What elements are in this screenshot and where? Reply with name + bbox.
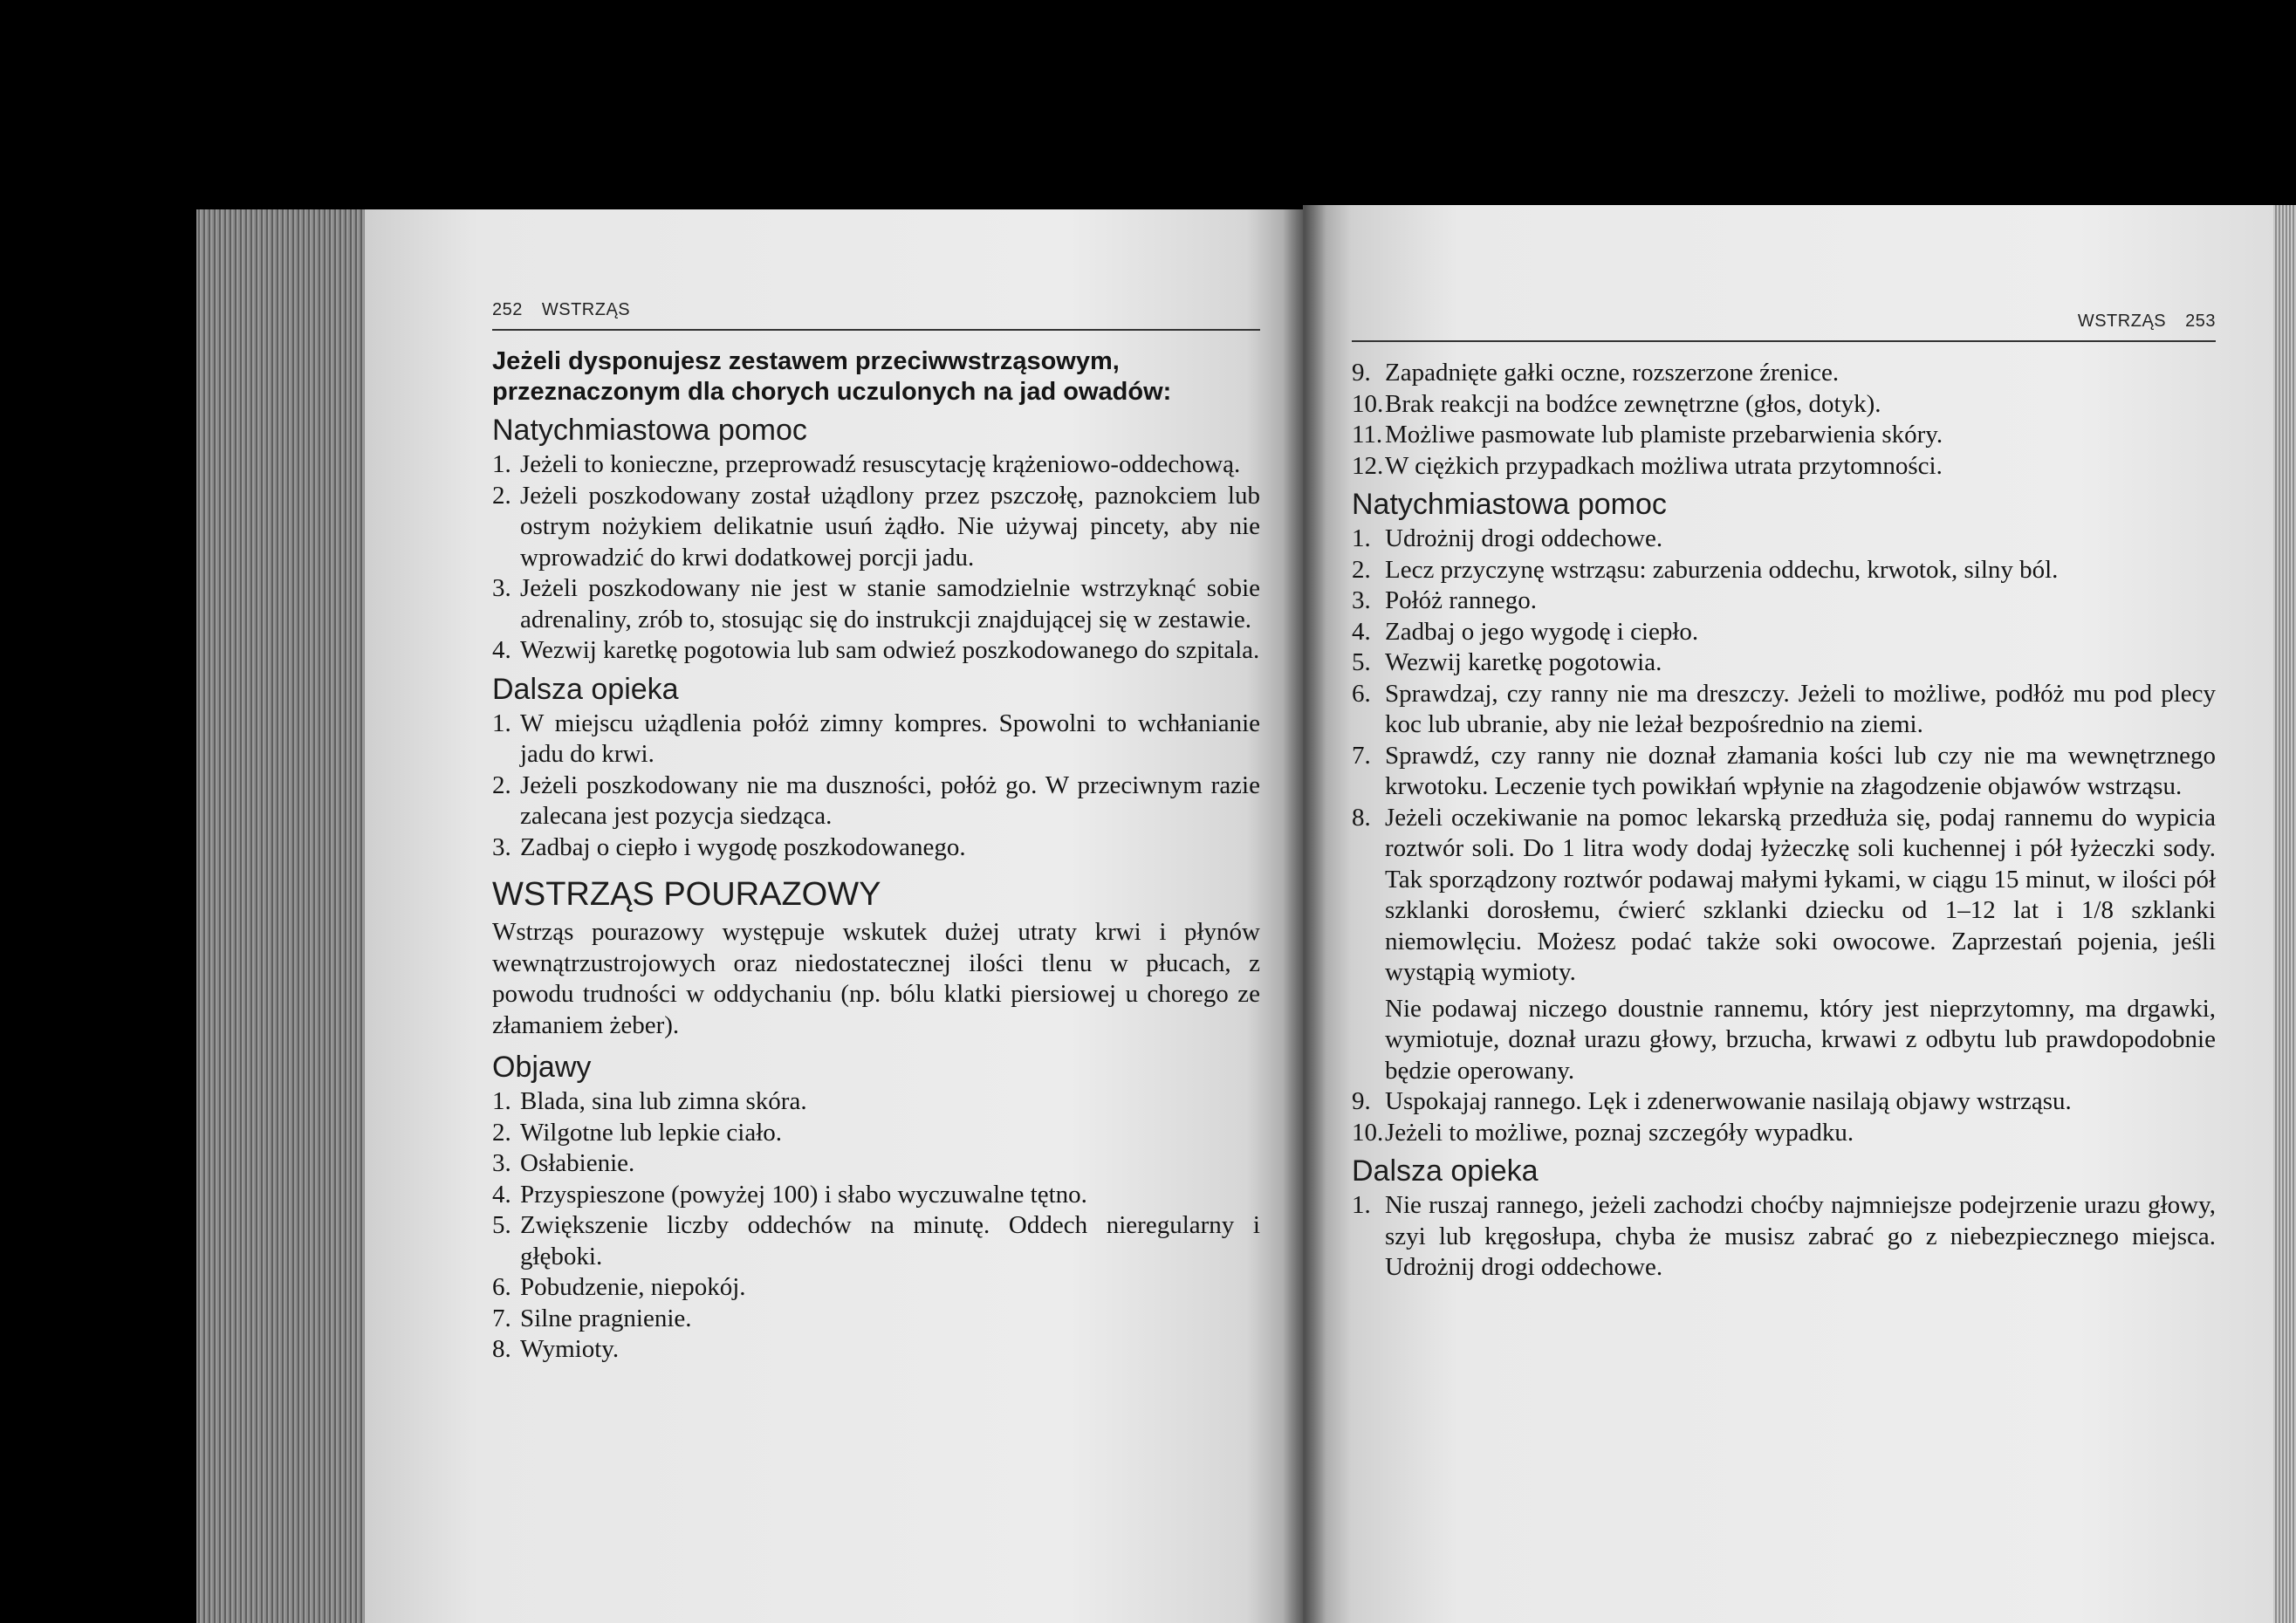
list-item: 6. Pobudzenie, niepokój. (492, 1273, 746, 1301)
list-item: 7. Silne pragnienie. (492, 1304, 692, 1332)
section-heading-further-care-shock: Dalsza opieka (1352, 1154, 1539, 1188)
right-page-number: 253 (2185, 312, 2216, 331)
chapter-body-paragraph: Wstrząs pourazowy występuje wskutek dużej utraty krwi i płynów wewnątrzustrojowych oraz niedostatecznej ilości tlenu w płucach, z powodu trudności w oddychaniu (np. bólu klatki piersiowej u chorego ze złamaniem żeber). (492, 918, 1260, 1039)
list-item: 1. Nie ruszaj rannego, jeżeli zachodzi choćby najmniejsze podejrzenie urazu głowy, szyi lub kręgosłupa, chyba że musisz zabrać go z niebezpiecznego miejsca. Udrożnij drogi oddechowe. (1352, 1191, 2216, 1281)
left-page (365, 209, 1303, 1623)
list-item: 3. Połóż rannego. (1352, 586, 1537, 614)
list-item: 1. W miejscu użądlenia połóż zimny kompres. Spowolni to wchłanianie jadu do krwi. (492, 709, 1260, 768)
first-aid-list (492, 449, 1260, 667)
list-item: 1. Udrożnij drogi oddechowe. (1352, 524, 1663, 552)
list-item: 10.Jeżeli to możliwe, poznaj szczegóły wypadku. (1352, 1118, 1854, 1147)
further-care-list (492, 709, 1260, 864)
right-page-content (1352, 312, 2216, 1289)
list-item: 6. Sprawdzaj, czy ranny nie ma dreszczy. Jeżeli to możliwe, podłóż mu pod plecy koc lub ubranie, aby nie leżał bezpośrednio na ziemi. (1352, 679, 2216, 738)
list-item: 4. Zadbaj o jego wygodę i ciepło. (1352, 617, 1699, 646)
page-edges-left (196, 209, 371, 1623)
list-item: 9. Zapadnięte gałki oczne, rozszerzone źrenice. (1352, 359, 1840, 387)
section-heading-symptoms: Objawy (492, 1051, 592, 1084)
shock-further-care-list (1352, 1190, 2216, 1284)
section-heading-first-aid-shock: Natychmiastowa pomoc (1352, 488, 1667, 521)
book-gutter-shadow (1283, 196, 1326, 1623)
list-item: 2. Wilgotne lub lepkie ciało. (492, 1118, 783, 1147)
left-running-title: WSTRZĄS (541, 300, 631, 319)
list-item: 1. Blada, sina lub zimna skóra. (492, 1087, 807, 1115)
list-item: 11.Możliwe pasmowate lub plamiste przebarwienia skóry. (1352, 421, 1943, 449)
right-page (1303, 205, 2273, 1623)
list-item: 8. Wymioty. (492, 1335, 620, 1363)
page-edges-right (2273, 205, 2296, 1623)
list-item: 2. Jeżeli poszkodowany został użądlony przez pszczołę, paznokciem lub ostrym nożykiem delikatnie usuń żądło. Nie używaj pincety, aby nie wprowadzić do krwi dodatkowej porcji jadu. (492, 481, 1260, 572)
section-heading-first-aid: Natychmiastowa pomoc (492, 414, 807, 447)
left-page-number: 252 (492, 300, 523, 319)
list-item: 10.Brak reakcji na bodźce zewnętrzne (głos, dotyk). (1352, 389, 1881, 418)
list-item: 12.W ciężkich przypadkach możliwa utrata przytomności. (1352, 451, 1943, 480)
symptoms-list-continued (1352, 358, 2216, 482)
list-item: 5. Wezwij karetkę pogotowia. (1352, 648, 1662, 676)
kit-lead-paragraph: Jeżeli dysponujesz zestawem przeciwwstrząsowym, przeznaczonym dla chorych uczulonych na jad owadów: (492, 347, 1172, 406)
right-running-title: WSTRZĄS (2077, 312, 2167, 331)
list-item: 3. Zadbaj o ciepło i wygodę poszkodowanego. (492, 832, 966, 861)
list-item: 3. Jeżeli poszkodowany nie jest w stanie samodzielnie wstrzyknąć sobie adrenaliny, zrób to, stosując się do instrukcji znajdującej się w zestawie. (492, 574, 1260, 633)
list-item: 5. Zwiększenie liczby oddechów na minutę. Oddech nieregularny i głęboki. (492, 1211, 1260, 1270)
list-item: 7. Sprawdź, czy ranny nie doznał złamania kości lub czy nie ma wewnętrznego krwotoku. Leczenie tych powikłań wpłynie na złagodzenie objawów wstrząsu. (1352, 741, 2216, 800)
right-running-head (1352, 312, 2216, 342)
symptoms-list (492, 1086, 1260, 1366)
shock-first-aid-list (1352, 524, 2216, 989)
shock-first-aid-list-cont (1352, 1086, 2216, 1148)
list-item: 4. Wezwij karetkę pogotowia lub sam odwieź poszkodowanego do szpitala. (492, 636, 1260, 664)
list-item: 8. Jeżeli oczekiwanie na pomoc lekarską przedłuża się, podaj rannemu do wypicia roztwór soli. Do 1 litra wody dodaj łyżeczkę soli kuchennej i pół łyżeczki sody. Tak sporządzony roztwór podawaj małymi łykami, w ciągu 15 minut, w ilości pół szklanki dorosłemu, ćwierć szklanki dziecku od 1–12 lat i 1/8 szklanki niemowlęciu. Możesz podać także soki owocowe. Zaprzestań pojenia, jeśli wystąpią wymioty. (1352, 803, 2216, 986)
list-item: 2. Jeżeli poszkodowany nie ma duszności, połóż go. W przeciwnym razie zalecana jest pozycja siedząca. (492, 770, 1260, 830)
left-page-content (492, 300, 1260, 1371)
section-heading-further-care: Dalsza opieka (492, 672, 679, 706)
list-item: 9. Uspokajaj rannego. Lęk i zdenerwowanie nasilają objawy wstrząsu. (1352, 1087, 2072, 1115)
chapter-title: WSTRZĄS POURAZOWY (492, 876, 881, 913)
list-item: 1. Jeżeli to konieczne, przeprowadź resuscytację krążeniowo-oddechową. (492, 450, 1241, 478)
oral-fluids-warning: Nie podawaj niczego doustnie rannemu, który jest nieprzytomny, ma drgawki, wymiotuje, doznał urazu głowy, brzucha, krwawi z odbytu lub prawdopodobnie będzie operowany. (1385, 994, 2216, 1085)
list-item: 2. Lecz przyczynę wstrząsu: zaburzenia oddechu, krwotok, silny ból. (1352, 555, 2059, 584)
list-item: 4. Przyspieszone (powyżej 100) i słabo wyczuwalne tętno. (492, 1180, 1087, 1209)
left-running-head (492, 300, 1260, 331)
list-item: 3. Osłabienie. (492, 1149, 635, 1177)
